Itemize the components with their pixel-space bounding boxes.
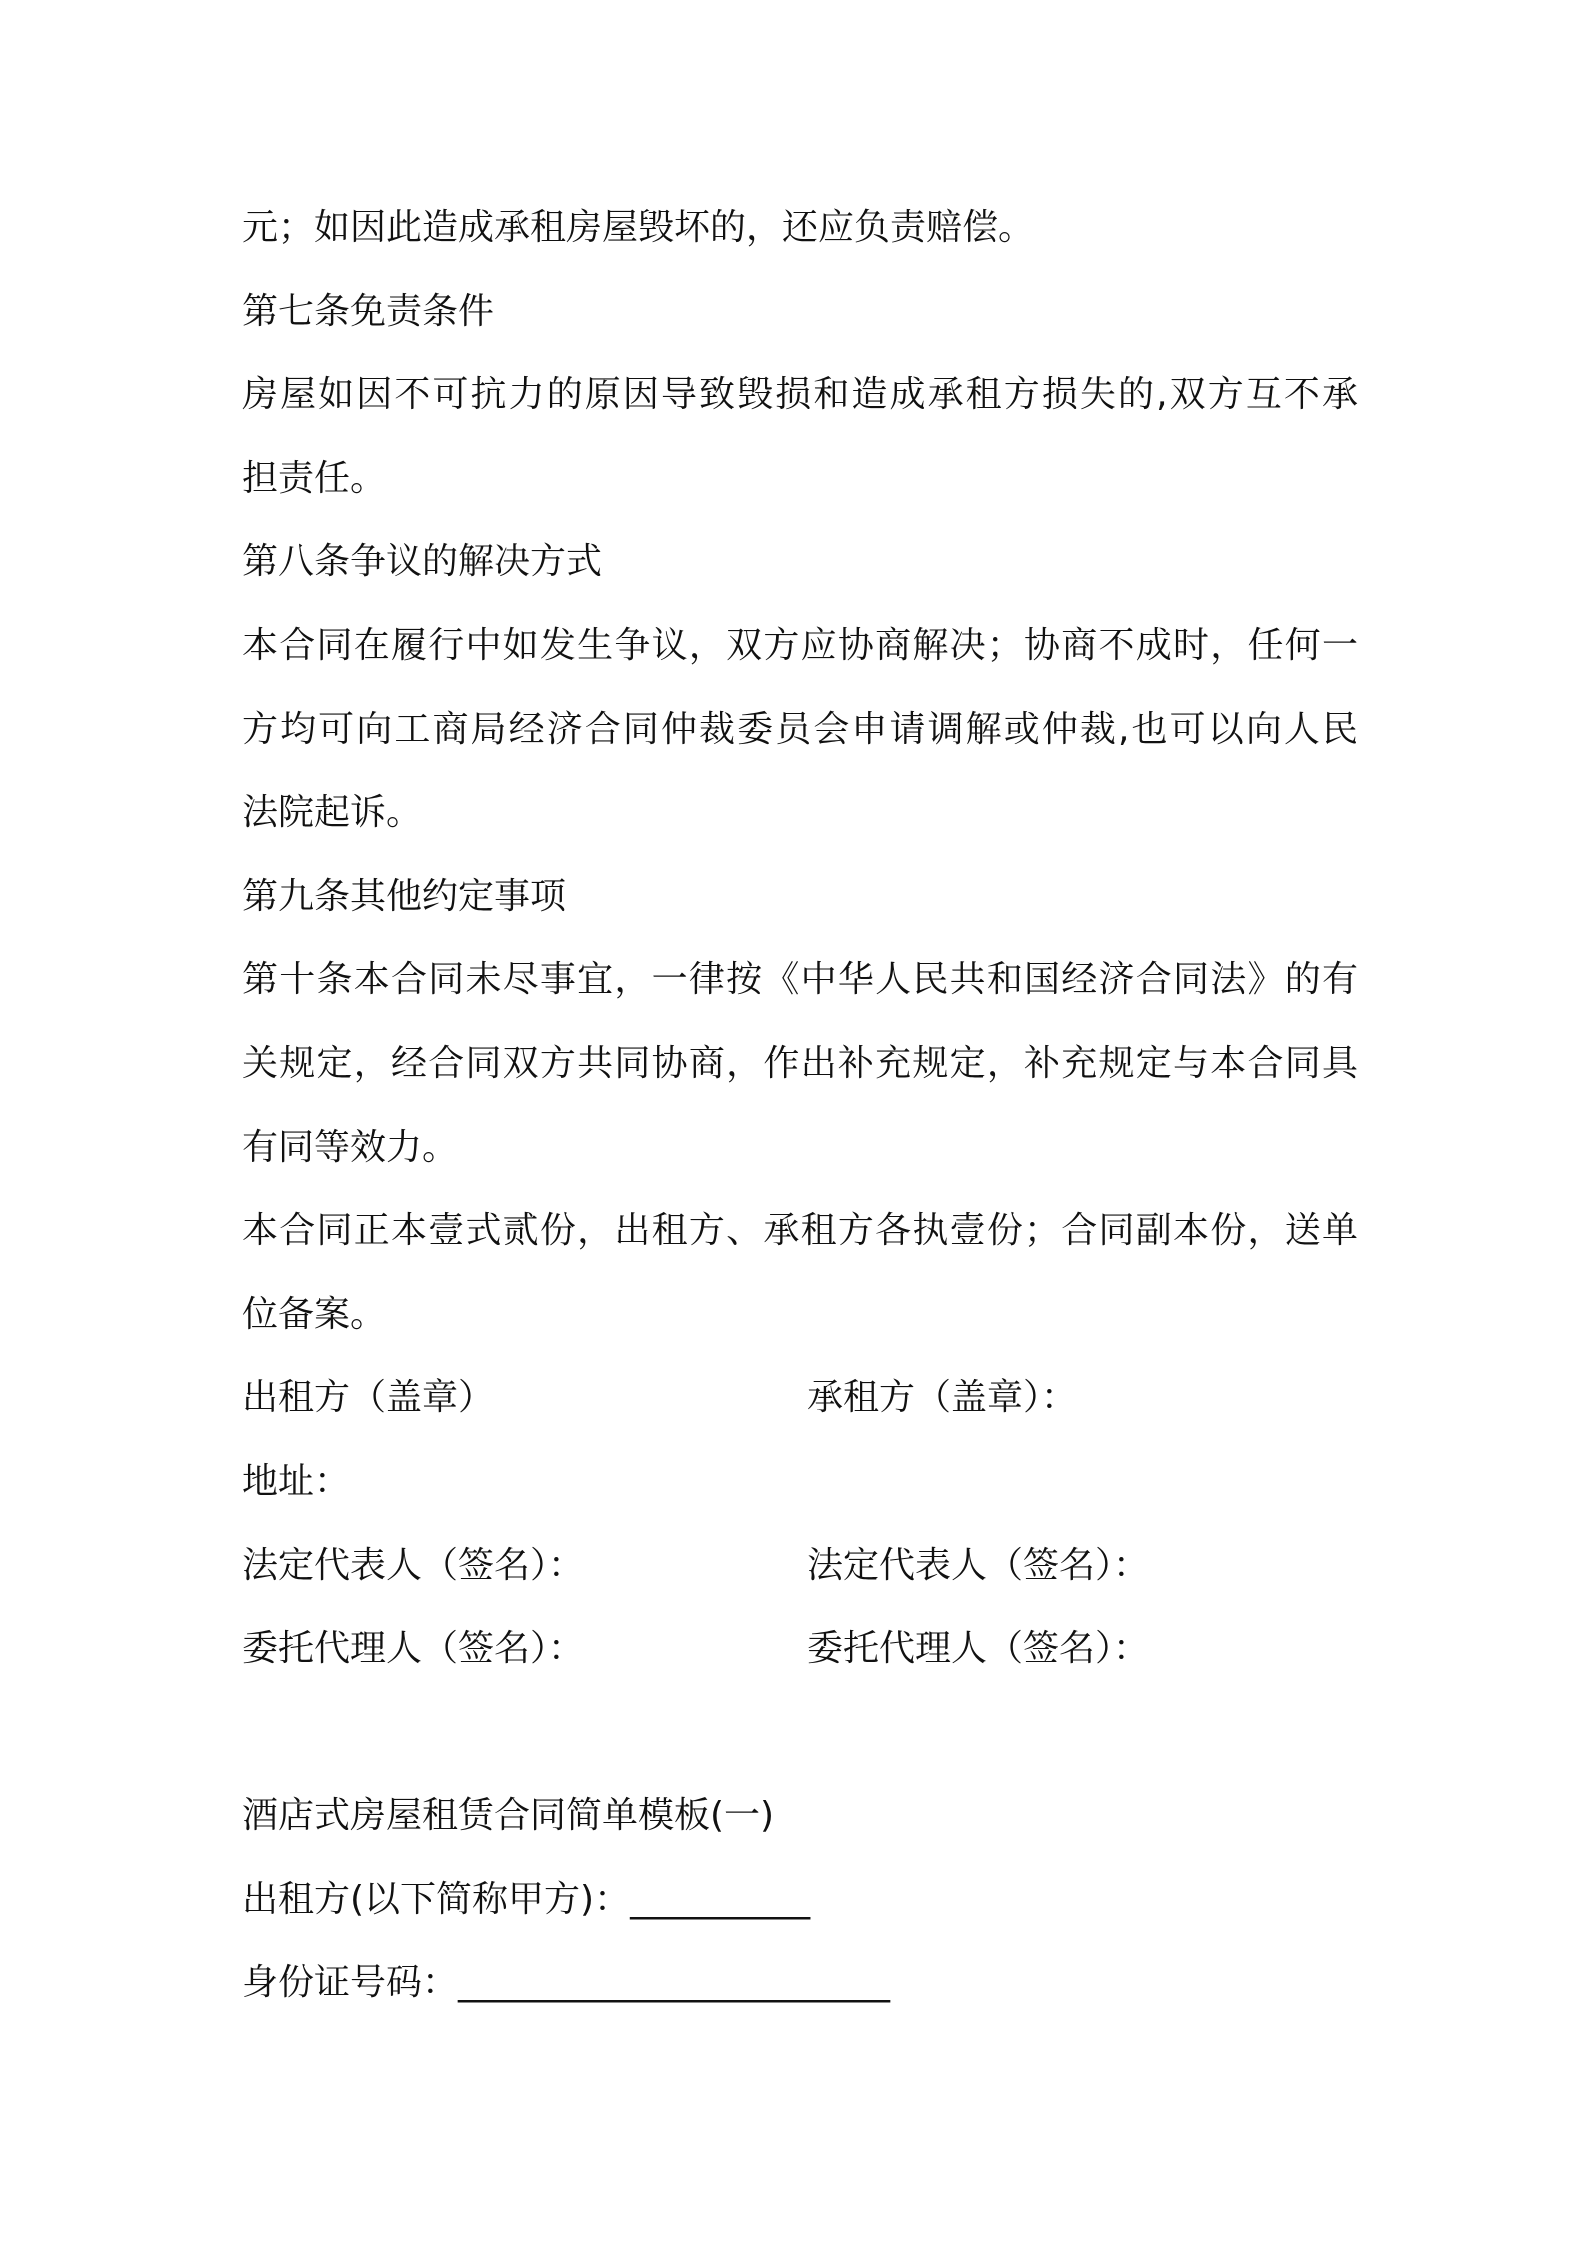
section-spacer — [242, 1691, 1358, 1775]
template-title: 酒店式房屋租赁合同简单模板(一) — [242, 1795, 775, 1837]
signature-agent-row — [242, 1607, 1358, 1691]
clause8-line-1: 本合同在履行中如发生争议，双方应协商解决；协商不成时，任何一 — [242, 624, 1358, 666]
lessor-legal-rep-label: 法定代表人（签名）： — [242, 1544, 585, 1586]
clause10-line-1: 第十条本合同未尽事宜，一律按《中华人民共和国经济合同法》的有 — [242, 959, 1358, 1001]
clause8-heading: 第八条争议的解决方式 — [242, 541, 603, 583]
lessor-field-line: 出租方(以下简称甲方)：__________ — [242, 1878, 811, 1920]
clause7-line-2: 担责任。 — [242, 457, 387, 499]
signature-legal-rep-row — [242, 1524, 1358, 1608]
signature-seal-row — [242, 1356, 1358, 1440]
clause7-heading: 第七条免责条件 — [242, 290, 495, 332]
document-body — [242, 186, 1358, 2025]
clause6-tail-line-1: 元；如因此造成承租房屋毁坏的，还应负责赔偿。 — [242, 207, 1035, 248]
lessor-seal-label: 出租方（盖章） — [242, 1377, 495, 1419]
clause9-heading: 第九条其他约定事项 — [242, 875, 567, 917]
lessee-legal-rep-label: 法定代表人（签名）： — [807, 1544, 1150, 1586]
clause10-line-3: 有同等效力。 — [242, 1126, 459, 1168]
clause8-line-2: 方均可向工商局经济合同仲裁委员会申请调解或仲裁,也可以向人民 — [242, 708, 1358, 750]
copies-line-2: 位备案。 — [242, 1293, 387, 1335]
lessee-seal-label: 承租方（盖章）： — [807, 1377, 1078, 1419]
address-label: 地址： — [242, 1460, 351, 1502]
lessor-agent-label: 委托代理人（签名）： — [242, 1628, 585, 1670]
clause7-line-1: 房屋如因不可抗力的原因导致毁损和造成承租方损失的,双方互不承 — [242, 374, 1358, 416]
clause8-line-3: 法院起诉。 — [242, 792, 423, 834]
copies-line-1: 本合同正本壹式贰份，出租方、承租方各执壹份；合同副本份，送单 — [242, 1210, 1358, 1252]
lessee-agent-label: 委托代理人（签名）： — [807, 1628, 1150, 1670]
id-number-field-line: 身份证号码：________________________ — [242, 1962, 891, 2004]
clause10-line-2: 关规定，经合同双方共同协商，作出补充规定，补充规定与本合同具 — [242, 1042, 1358, 1084]
